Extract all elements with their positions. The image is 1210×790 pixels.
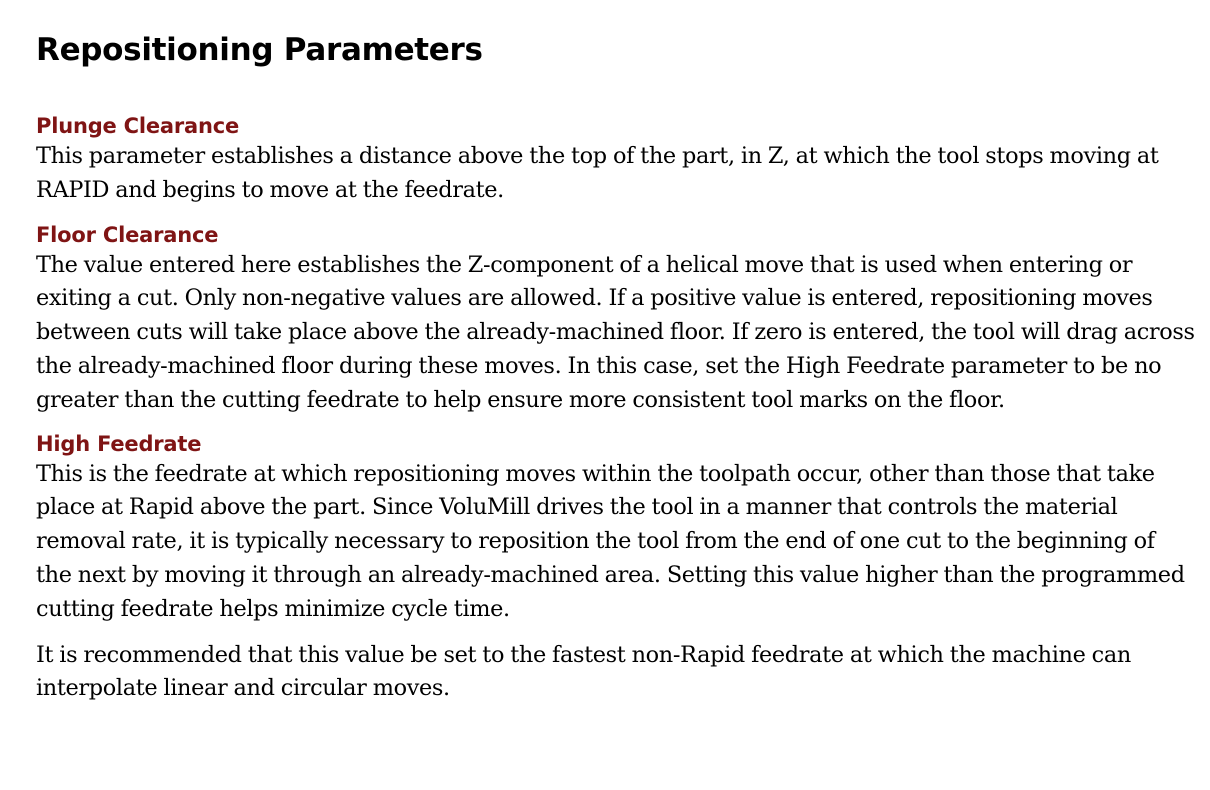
section-body-floor-clearance: The value entered here establishes the Z-component of a helical move that is used when entering or exiting a cut. Only non-negative values are allowed. If a positive value is entered, repositioning moves between cuts will take place above the already-machined floor. If zero is entered, the tool will drag across the already-machined floor during these moves. In this case, set the High Feedrate parameter to be no greater than the cutting feedrate to help ensure more consistent tool marks on the floor. — [36, 251, 1195, 413]
section-heading-plunge-clearance: Plunge Clearance — [36, 114, 240, 138]
section-body-plunge-clearance: This parameter establishes a distance above the top of the part, in Z, at which the tool stops moving at RAPID and begins to move at the feedrate. — [36, 143, 1159, 203]
section-body-high-feedrate: This is the feedrate at which repositioning moves within the toolpath occur, other than those that take place at Rapid above the part. Since VoluMill drives the tool in a manner that controls the material removal rate, it is typically necessary to reposition the tool from the end of one cut to the beginning of the next by moving it through an already-machined area. Setting this value higher than the programmed cutting feedrate helps minimize cycle time. — [36, 460, 1185, 622]
section-plunge-clearance — [36, 112, 1196, 208]
document-page — [36, 26, 1196, 706]
section-heading-high-feedrate: High Feedrate — [36, 431, 202, 456]
recommendation-note: It is recommended that this value be set to the fastest non-Rapid feedrate at which the machine can interpolate linear and circular moves. — [36, 641, 1131, 702]
section-high-feedrate — [36, 430, 1196, 627]
page-title: Repositioning Parameters — [36, 32, 483, 68]
section-heading-floor-clearance: Floor Clearance — [36, 222, 219, 247]
section-floor-clearance — [36, 221, 1196, 418]
